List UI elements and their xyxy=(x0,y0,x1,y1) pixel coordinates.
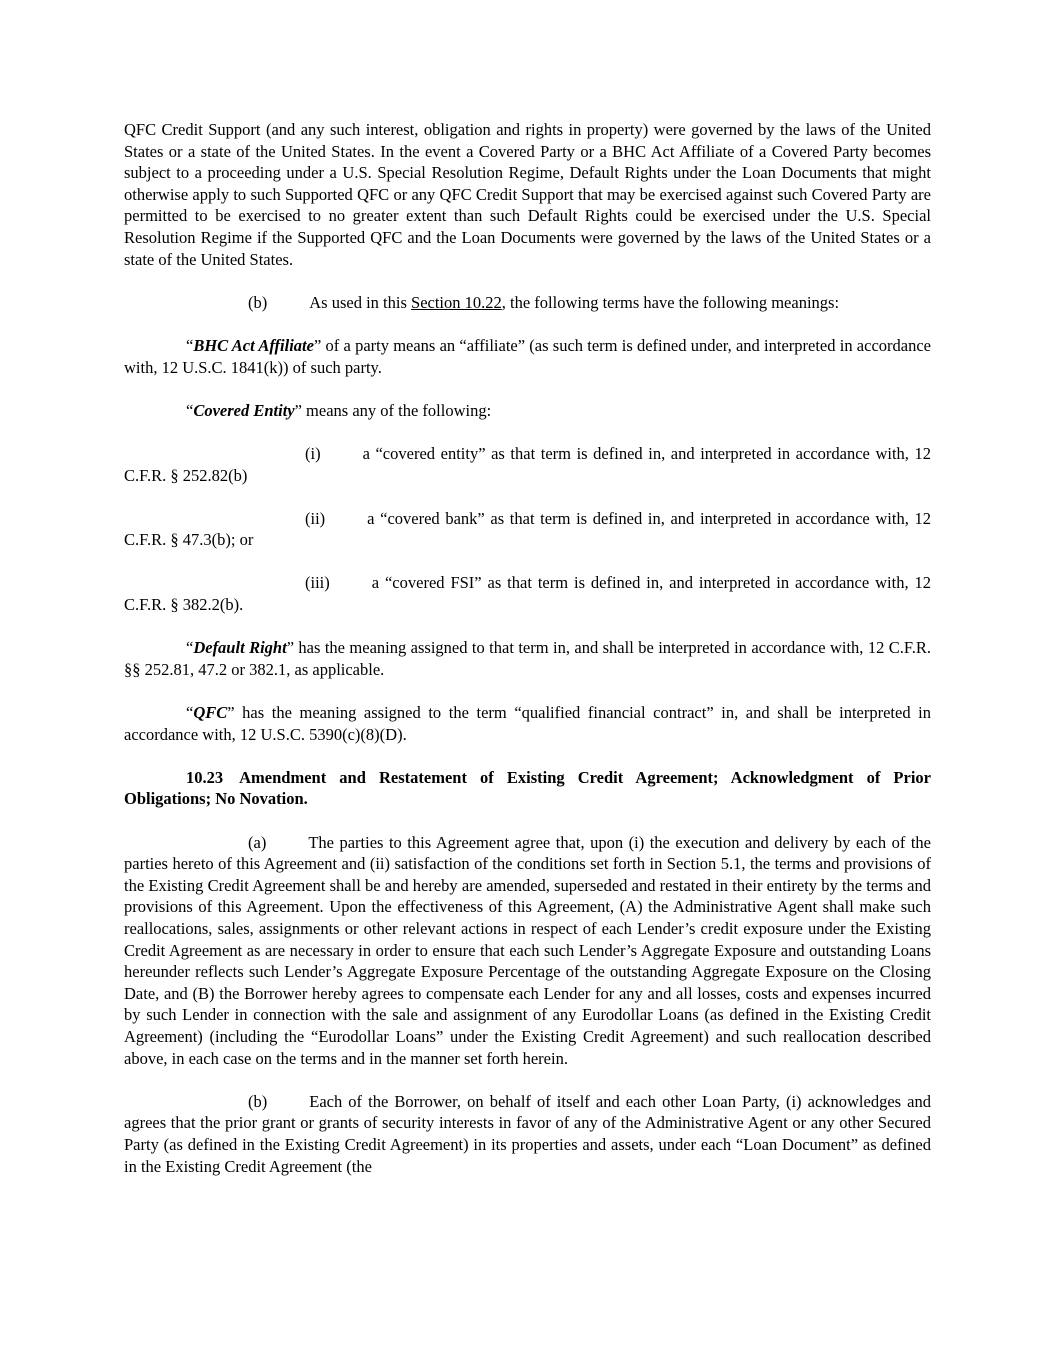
open-quote: “ xyxy=(186,703,194,723)
open-quote: “ xyxy=(186,335,194,355)
list-label: (a) xyxy=(248,832,267,852)
section-title: Amendment and Restatement of Existing Credit Agreement; Acknowledgment of Prior Obligations; No Novation. xyxy=(124,767,931,809)
text-run: ” means any of the following: xyxy=(294,400,492,420)
section-heading xyxy=(124,767,931,810)
subclause-iii-paragraph xyxy=(124,572,931,615)
subclause-ii-paragraph xyxy=(124,508,931,551)
defined-term: BHC Act Affiliate xyxy=(193,335,314,355)
clause-b-paragraph xyxy=(124,1091,931,1177)
document-content xyxy=(124,119,931,1177)
list-label: (iii) xyxy=(305,573,330,593)
open-quote: “ xyxy=(186,638,194,658)
clause-a-paragraph xyxy=(124,832,931,1070)
text-run: a “covered bank” as that term is defined in, and interpreted in accordance with, 12 C.F.R. § 47.3(b); or xyxy=(124,508,931,550)
defined-term: QFC xyxy=(193,703,228,723)
defined-term: Default Right xyxy=(193,638,287,658)
text-run: As used in this xyxy=(309,292,412,312)
clause-b-intro-paragraph xyxy=(124,292,931,314)
section-number: 10.23 xyxy=(186,767,224,787)
body-paragraph xyxy=(124,119,931,270)
list-label: (b) xyxy=(248,1091,268,1111)
text-run: Each of the Borrower, on behalf of itself and each other Loan Party, (i) acknowledges and agrees that the prior grant or grants of security interests in favor of any of the Administrative Agent or any other Secured Party (as defined in the Existing Credit Agreement) in its properties and assets, under each “Loan Document” as defined in the Existing Credit Agreement (the xyxy=(124,1091,931,1176)
text-run: The parties to this Agreement agree that, upon (i) the execution and delivery by each of the parties hereto of this Agreement and (ii) satisfaction of the conditions set forth in Section 5.1, the terms and provisions of the Existing Credit Agreement shall be and hereby are amended, superseded and restated in their entirety by the terms and provisions of this Agreement. Upon the effectiveness of this Agreement, (A) the Administrative Agent shall make such reallocations, sales, assignments or other relevant actions in respect of each Lender’s credit exposure under the Existing Credit Agreement as are necessary in order to ensure that each such Lender’s Aggregate Exposure and outstanding Loans hereunder reflects such Lender’s Aggregate Exposure Percentage of the outstanding Aggregate Exposure on the Closing Date, and (B) the Borrower hereby agrees to compensate each Lender for any and all losses, costs and expenses incurred by such Lender in connection with the sale and assignment of any Eurodollar Loans (as defined in the Existing Credit Agreement) (including the “Eurodollar Loans” under the Existing Credit Agreement) and such reallocation described above, in each case on the terms and in the manner set forth herein. xyxy=(124,832,931,1068)
defined-term: Covered Entity xyxy=(193,400,295,420)
text-run: ” has the meaning assigned to the term “qualified financial contract” in, and shall be interpreted in accordance with, 12 U.S.C. 5390(c)(8)(D). xyxy=(124,703,931,744)
list-label: (b) xyxy=(248,292,268,312)
section-reference: Section 10.22 xyxy=(411,292,502,312)
text-run: ” has the meaning assigned to that term in, and shall be interpreted in accordance with, 12 C.F.R. §§ 252.81, 47.2 or 382.1, as applicable. xyxy=(124,638,931,679)
list-label: (ii) xyxy=(305,508,326,528)
list-label: (i) xyxy=(305,443,321,463)
definition-paragraph-default-right xyxy=(124,637,931,680)
text-run: QFC Credit Support (and any such interest, obligation and rights in property) were governed by the laws of the United States or a state of the United States. In the event a Covered Party or a BHC Act Affiliate of a Covered Party becomes subject to a proceeding under a U.S. Special Resolution Regime, Default Rights under the Loan Documents that might otherwise apply to such Supported QFC or any QFC Credit Support that may be exercised against such Covered Party are permitted to be exercised to no greater extent than such Default Rights could be exercised under the U.S. Special Resolution Regime if the Supported QFC and the Loan Documents were governed by the laws of the United States or a state of the United States. xyxy=(124,120,931,269)
text-run: , the following terms have the following meanings: xyxy=(501,292,840,312)
open-quote: “ xyxy=(186,400,194,420)
definition-paragraph-bhc-act-affiliate xyxy=(124,335,931,378)
subclause-i-paragraph xyxy=(124,443,931,486)
definition-paragraph-qfc xyxy=(124,702,931,745)
text-run: a “covered FSI” as that term is defined in, and interpreted in accordance with, 12 C.F.R. § 382.2(b). xyxy=(124,573,931,615)
definition-paragraph-covered-entity xyxy=(124,400,931,422)
text-run: ” of a party means an “affiliate” (as such term is defined under, and interpreted in accordance with, 12 U.S.C. 1841(k)) of such party. xyxy=(124,335,931,377)
text-run: a “covered entity” as that term is defined in, and interpreted in accordance with, 12 C.F.R. § 252.82(b) xyxy=(124,443,931,485)
